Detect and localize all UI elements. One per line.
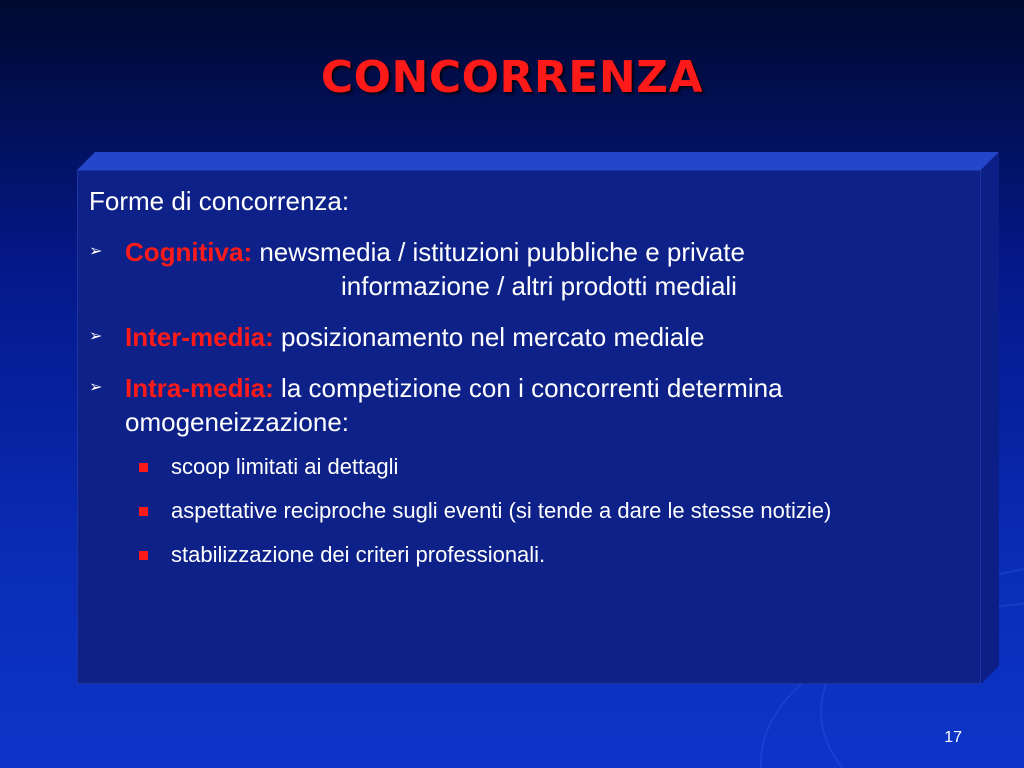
square-bullet-icon — [139, 463, 148, 472]
bullet-text-line2: informazione / altri prodotti mediali — [341, 271, 737, 301]
content-box-top-bevel — [77, 152, 999, 170]
sub-bullet — [89, 539, 969, 571]
intro-line: Forme di concorrenza: — [89, 186, 350, 216]
arrow-bullet-icon: ➢ — [89, 328, 103, 345]
content-text — [89, 184, 969, 583]
bullet-label: Inter-media: — [125, 322, 274, 352]
sub-bullet-text: scoop limitati ai dettagli — [171, 454, 399, 479]
bullet-label: Cognitiva: — [125, 237, 253, 267]
sub-bullet-text: aspettative reciproche sugli eventi (si tende a dare le stesse notizie) — [171, 498, 832, 523]
arrow-bullet-icon: ➢ — [89, 379, 103, 396]
slide-title: CONCORRENZA — [320, 52, 704, 103]
content-box-side-bevel — [981, 152, 999, 684]
sub-bullet — [89, 495, 969, 527]
bullet-text: posizionamento nel mercato mediale — [281, 322, 705, 352]
bullet-inter-media — [89, 320, 969, 354]
bullet-text: la competizione con i concorrenti determina omogeneizzazione: — [125, 373, 783, 437]
bullet-text: newsmedia / istituzioni pubbliche e private — [259, 237, 745, 267]
sub-bullet — [89, 451, 969, 483]
square-bullet-icon — [139, 507, 148, 516]
content-box-face — [77, 170, 981, 684]
square-bullet-icon — [139, 551, 148, 560]
sub-bullet-text: stabilizzazione dei criteri professionali. — [171, 542, 546, 567]
bullet-cognitiva — [89, 235, 969, 303]
bullet-label: Intra-media: — [125, 373, 274, 403]
bullet-intra-media — [89, 371, 969, 439]
slide-number: 17 — [944, 729, 962, 746]
arrow-bullet-icon: ➢ — [89, 243, 103, 260]
content-box — [77, 152, 999, 684]
